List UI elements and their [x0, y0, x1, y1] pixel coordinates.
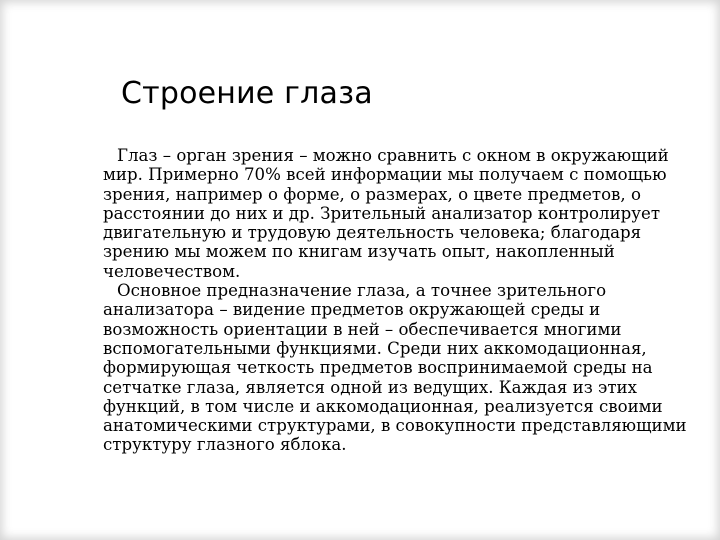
body-paragraph-1: Глаз – орган зрения – можно сравнить с окном в окружающий мир. Примерно 70% всей информации мы получаем с помощью зрения, например о форме, о размерах, о цвете предметов, о расстоянии до них и др. Зрительный анализатор контролирует двигательную и трудовую деятельность человека; благодаря зрению мы можем по книгам изучать опыт, накопленный человечеством. — [103, 146, 669, 281]
body-paragraph-2: Основное предназначение глаза, а точнее зрительного анализатора – видение предметов окружающей среды и возможность ориентации в ней – обеспечивается многими вспомогательными функциями. Среди них аккомодационная, формирующая четкость предметов воспринимаемой среды на сетчатке глаза, является одной из ведущих. Каждая из этих функций, в том числе и аккомодационная, реализуется своими анатомическими структурами, в совокупности представляющими структуру глазного яблока. — [103, 281, 687, 455]
slide-body — [103, 146, 695, 455]
slide-title: Строение глаза — [121, 76, 373, 111]
